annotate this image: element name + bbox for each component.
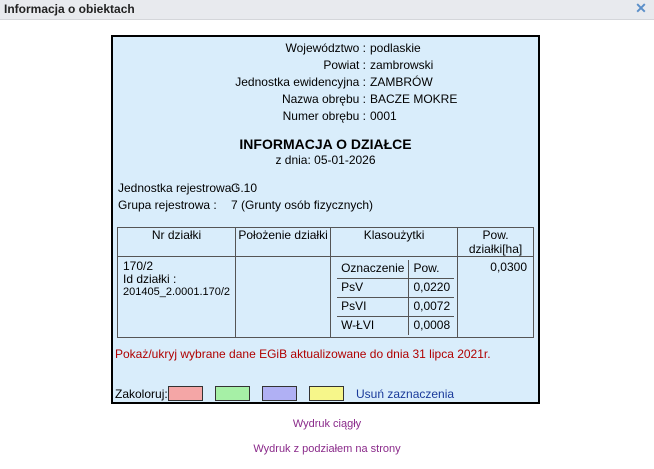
col-header-area: Pow. działki[ha] <box>458 228 534 257</box>
parcel-id-label: Id działki : <box>123 272 177 286</box>
precinct-name-label: Nazwa obrębu : <box>281 92 366 106</box>
color-swatch-red[interactable] <box>168 386 203 401</box>
parcel-info-panel <box>111 35 540 404</box>
clear-selection-link[interactable]: Usuń zaznaczenia <box>356 387 455 401</box>
precinct-name-value: BACZE MOKRE <box>370 92 458 106</box>
parcel-number: 170/2 <box>123 259 154 273</box>
county-label: Powiat : <box>323 58 366 72</box>
registry-unit-row <box>118 181 258 195</box>
land-use-row <box>337 279 454 298</box>
parcel-table <box>117 227 534 338</box>
precinct-number-label: Numer obrębu : <box>282 109 366 123</box>
toggle-egib-data-link[interactable]: Pokaż/ukryj wybrane dane EGiB aktualizowane do dnia 31 lipca 2021r. <box>115 347 491 361</box>
land-use-header-area: Pow. <box>409 260 454 279</box>
col-header-nr: Nr działki <box>118 228 236 257</box>
precinct-number-value: 0001 <box>370 109 397 123</box>
location-row <box>113 109 538 126</box>
land-use-area: 0,0072 <box>409 298 454 317</box>
parcel-number-cell <box>118 257 236 338</box>
window-titlebar <box>0 0 654 20</box>
land-use-code: PsVI <box>337 298 409 317</box>
color-swatch-green[interactable] <box>215 386 250 401</box>
land-use-header-code: Oznaczenie <box>337 260 409 279</box>
land-use-area: 0,0220 <box>409 279 454 298</box>
close-icon[interactable]: ✕ <box>635 0 647 16</box>
section-heading: INFORMACJA O DZIAŁCE <box>239 136 412 152</box>
registry-group-row <box>118 198 374 212</box>
location-row <box>113 75 538 92</box>
parcel-area-cell: 0,0300 <box>458 257 534 338</box>
window-title: Informacja o obiektach <box>4 2 135 16</box>
unit-label: Jednostka ewidencyjna : <box>235 75 366 89</box>
location-row <box>113 92 538 109</box>
col-header-land-use: Klasoużytki <box>331 228 458 257</box>
unit-value: ZAMBRÓW <box>370 75 433 89</box>
land-use-code: PsV <box>337 279 409 298</box>
county-value: zambrowski <box>370 58 434 72</box>
table-row <box>118 257 534 338</box>
voivodeship-label: Województwo : <box>285 41 366 55</box>
registry-group-label: Grupa rejestrowa : <box>118 198 217 212</box>
registry-unit-value: G.10 <box>231 181 258 195</box>
parcel-id-value: 201405_2.0001.170/2 <box>123 286 231 298</box>
location-row <box>113 41 538 58</box>
registry-unit-label: Jednostka rejestrowa : <box>118 181 239 195</box>
col-header-location: Położenie działki <box>236 228 331 257</box>
land-use-code: W-ŁVI <box>341 318 375 332</box>
land-use-row <box>337 317 454 336</box>
land-use-cell <box>331 257 458 338</box>
color-swatch-yellow[interactable] <box>309 386 344 401</box>
report-date: z dnia: 05-01-2026 <box>275 153 376 167</box>
color-swatch-blue[interactable] <box>262 386 297 401</box>
voivodeship-value: podlaskie <box>370 41 421 55</box>
colorize-label: Zakoloruj: <box>115 387 168 401</box>
registry-group-value: 7 (Grunty osób fizycznych) <box>231 198 374 212</box>
land-use-row <box>337 298 454 317</box>
paged-print-link[interactable]: Wydruk z podziałem na strony <box>253 443 401 455</box>
continuous-print-link[interactable]: Wydruk ciągły <box>292 418 362 430</box>
location-row <box>113 58 538 75</box>
parcel-location-cell <box>236 257 331 338</box>
land-use-area: 0,0008 <box>409 317 454 336</box>
land-use-table <box>337 260 454 335</box>
